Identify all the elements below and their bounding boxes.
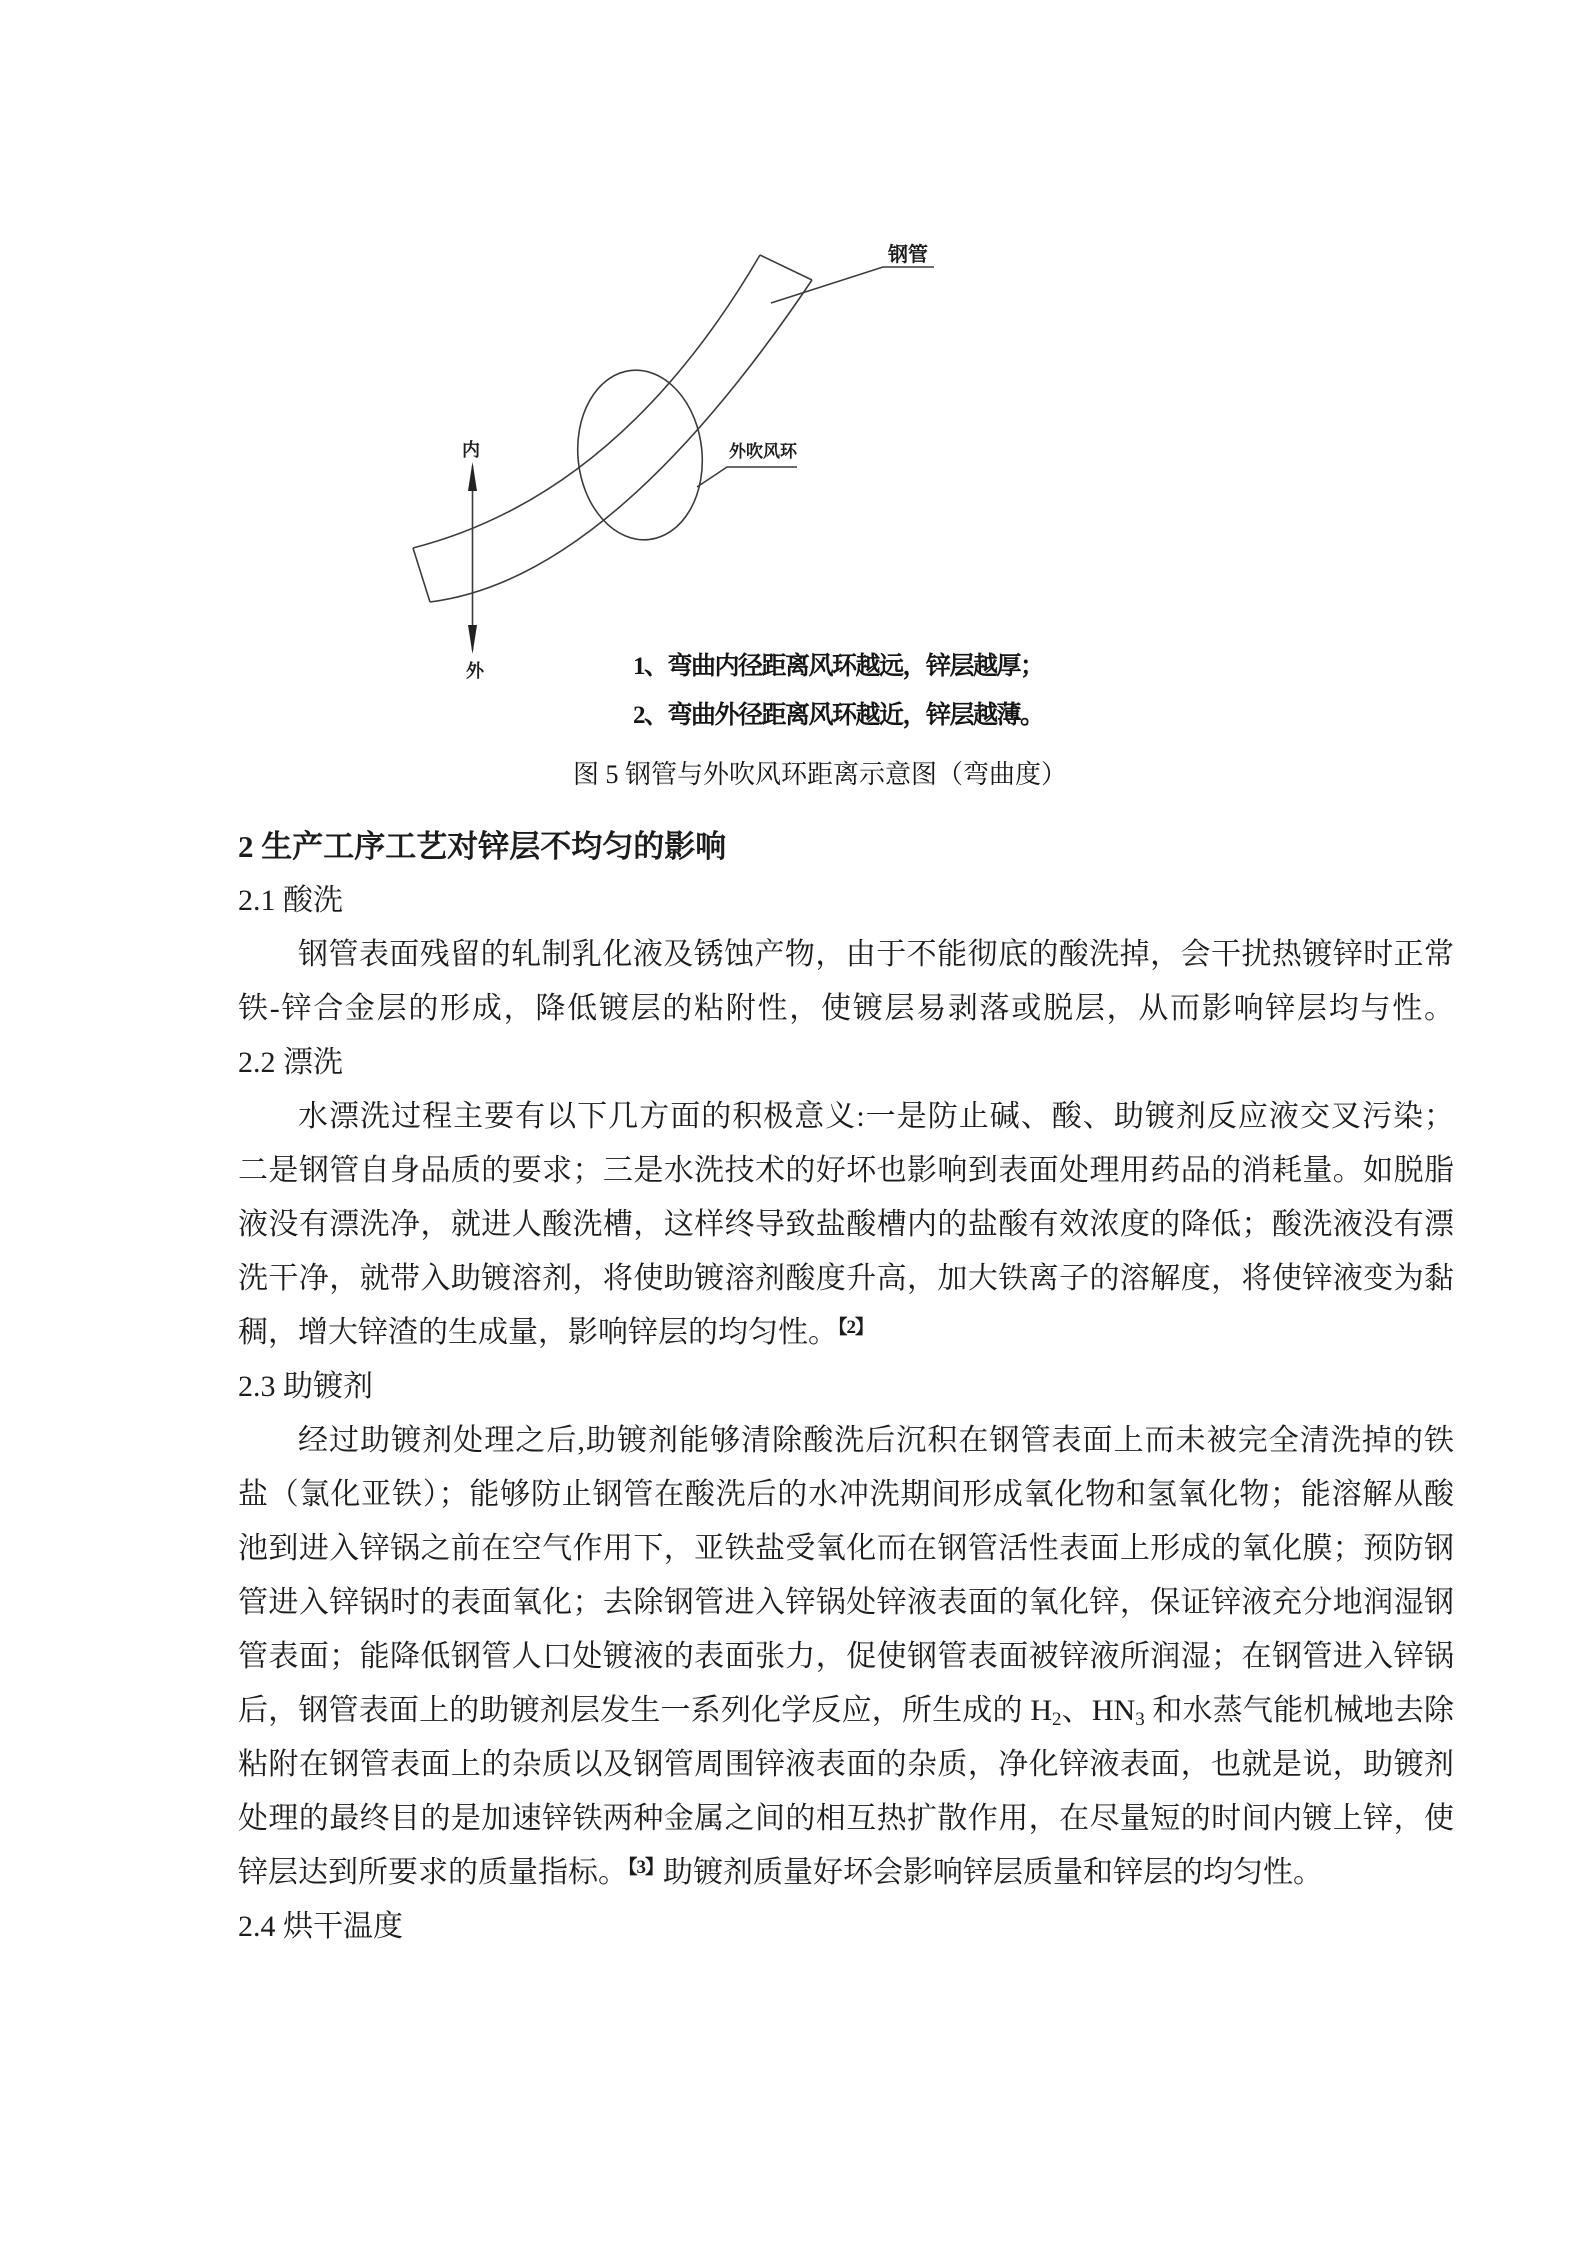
para-2-2-line-2: 二是钢管自身品质的要求；三是水洗技术的好坏也影响到表面处理用药品的消耗量。如脱脂 (238, 1154, 1454, 1187)
pipe-lower-edge (430, 280, 812, 602)
ring-label: 外吹风环 (729, 442, 797, 461)
outer-direction-label: 外 (466, 661, 484, 681)
subheading-2-3: 2.3 助镀剂 (238, 1370, 373, 1403)
para-2-3-line-1: 经过助镀剂处理之后,助镀剂能够清除酸洗后沉积在钢管表面上而未被完全清洗掉的铁 (298, 1424, 1454, 1457)
subheading-2-4: 2.4 烘干温度 (238, 1910, 403, 1943)
para-2-3-line-7: 粘附在钢管表面上的杂质以及钢管周围锌液表面的杂质，净化锌液表面，也就是说，助镀剂 (238, 1748, 1454, 1781)
para-2-2-line-3: 液没有漂洗净，就进人酸洗槽，这样终导致盐酸槽内的盐酸有效浓度的降低；酸洗液没有漂 (238, 1208, 1454, 1241)
para-2-3-line-9: 锌层达到所要求的质量指标。$^{【3】}$助镀剂质量好坏会影响锌层质量和锌层的均匀性。 (238, 1856, 1324, 1889)
pipe-left-cap (413, 548, 430, 602)
figure-caption: 图 5 钢管与外吹风环距离示意图（弯曲度） (573, 760, 1068, 789)
subheading-2-2: 2.2 漂洗 (238, 1046, 343, 1079)
figure-note-1: 1、弯曲内径距离风环越远，锌层越厚； (633, 653, 1044, 680)
reference-marker: 【2】 (838, 1317, 874, 1338)
para-2-3-line-6: 后，钢管表面上的助镀剂层发生一系列化学反应，所生成的 $H_2$、$HN_3$ 和水蒸气能机械地去除 (238, 1694, 1454, 1730)
figure-diagram (280, 150, 960, 710)
para-2-1-line-2: 铁-锌合金层的形成，降低镀层的粘附性，使镀层易剥落或脱层，从而影响锌层均与性。 (238, 992, 1454, 1025)
para-2-1-line-1: 钢管表面残留的轧制乳化液及锈蚀产物，由于不能彻底的酸洗掉，会干扰热镀锌时正常 (298, 938, 1454, 971)
para-2-3-line-4: 管进入锌锅时的表面氧化；去除钢管进入锌锅处锌液表面的氧化锌，保证锌液充分地润湿钢 (238, 1586, 1454, 1619)
pipe-label: 钢管 (888, 244, 928, 266)
ring-leader-line (697, 467, 797, 487)
figure-note-2: 2、弯曲外径距离风环越近，锌层越薄。 (633, 702, 1044, 729)
air-ring-ellipse (569, 364, 710, 546)
para-2-2-line-1: 水漂洗过程主要有以下几方面的积极意义:一是防止碱、酸、助镀剂反应液交叉污染； (298, 1100, 1454, 1133)
para-2-3-line-5: 管表面；能降低钢管人口处镀液的表面张力，促使钢管表面被锌液所润湿；在钢管进入锌锅 (238, 1640, 1454, 1673)
text-column (238, 820, 1454, 1954)
section-heading: 2 生产工序工艺对锌层不均匀的影响 (238, 829, 727, 864)
chemical-subscript: 2 (1052, 1709, 1062, 1730)
para-2-3-line-3: 池到进入锌锅之前在空气作用下，亚铁盐受氧化而在钢管活性表面上形成的氧化膜；预防钢 (238, 1532, 1454, 1565)
para-2-3-line-8: 处理的最终目的是加速锌铁两种金属之间的相互热扩散作用，在尽量短的时间内镀上锌，使 (238, 1802, 1454, 1835)
chemical-subscript: 3 (1135, 1709, 1145, 1730)
up-arrowhead-icon (468, 462, 477, 491)
para-2-2-line-5: 稠，增大锌渣的生成量，影响锌层的均匀性。$^{【2】}$ (238, 1316, 874, 1349)
subheading-2-1: 2.1 酸洗 (238, 884, 343, 917)
pipe-upper-edge (413, 255, 760, 548)
para-2-3-line-2: 盐（氯化亚铁）；能够防止钢管在酸洗后的水冲洗期间形成氧化物和氢氧化物；能溶解从酸 (238, 1478, 1454, 1511)
para-2-2-line-4: 洗干净，就带入助镀溶剂，将使助镀溶剂酸度升高，加大铁离子的溶解度，将使锌液变为黏 (238, 1262, 1454, 1295)
reference-marker: 【3】 (628, 1857, 664, 1878)
pipe-right-cap (760, 255, 812, 280)
inner-direction-label: 内 (462, 440, 480, 460)
down-arrowhead-icon (468, 625, 477, 654)
